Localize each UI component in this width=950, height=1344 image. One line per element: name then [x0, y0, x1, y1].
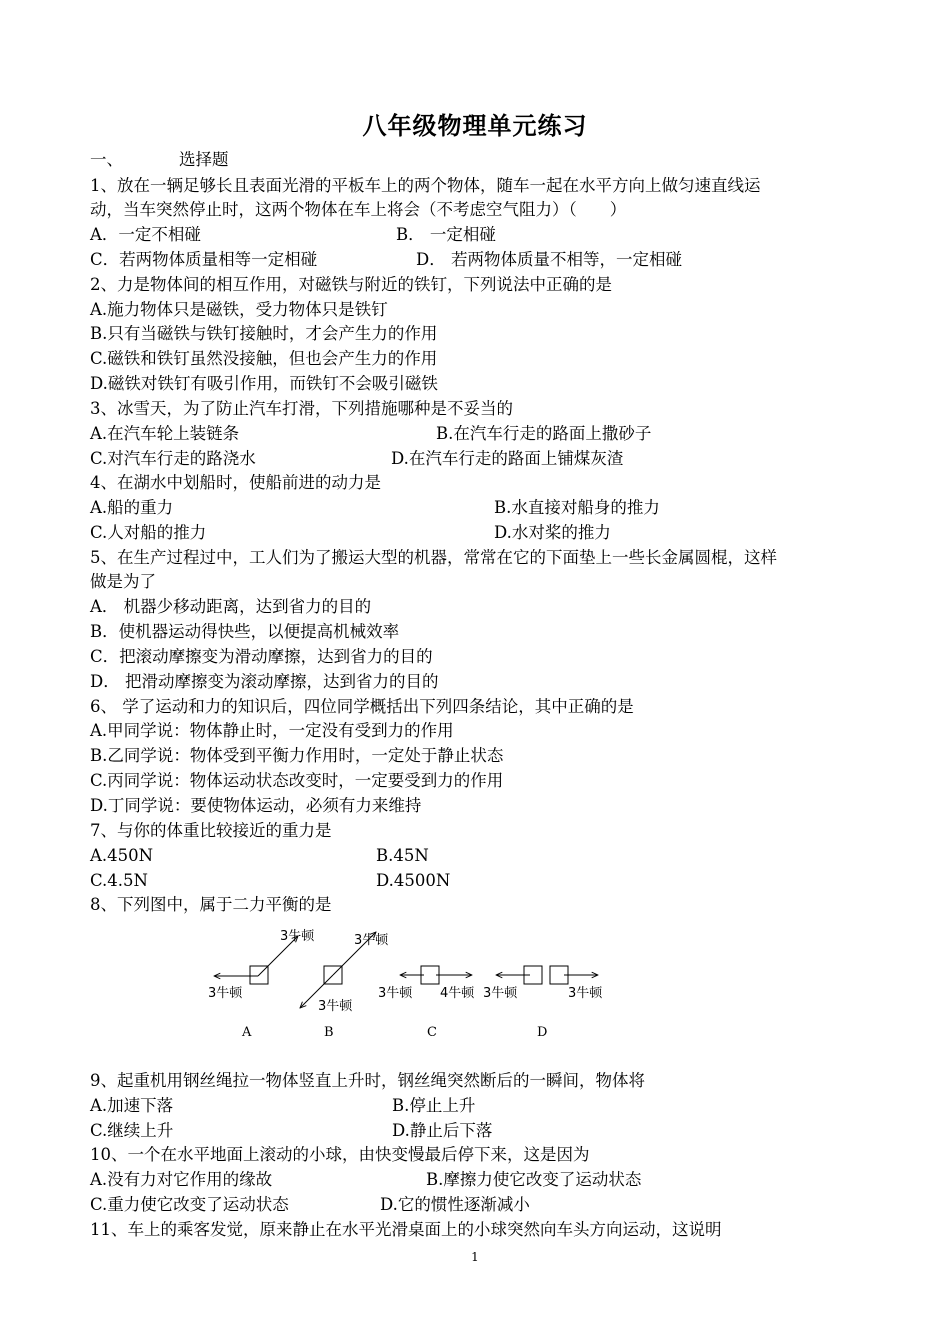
- fig-b-label: B: [324, 1025, 334, 1040]
- q5-option-c: C．把滚动摩擦变为滑动摩擦，达到省力的目的: [90, 647, 433, 666]
- fig-a-force2-label: 3牛顿: [208, 986, 243, 1001]
- q4-stem: 4、在湖水中划船时，使船前进的动力是: [90, 473, 381, 492]
- q10-option-c: C.重力使它改变了运动状态: [90, 1195, 289, 1214]
- q2-option-c: C.磁铁和铁钉虽然没接触，但也会产生力的作用: [90, 349, 438, 368]
- q3-option-a: A.在汽车轮上装链条: [90, 424, 240, 443]
- q4-option-c: C.人对船的推力: [90, 523, 207, 542]
- force-diagram-figure: [200, 922, 620, 1050]
- q1-option-c: C．若两物体质量相等一定相碰: [90, 250, 318, 269]
- q3-options-row1: [90, 421, 880, 446]
- fig-c-label: C: [427, 1025, 437, 1040]
- fig-d-force1-label: 3牛顿: [483, 986, 518, 1001]
- q9-options-row1: [90, 1093, 880, 1118]
- q3-stem: 3、冰雪天，为了防止汽车打滑，下列措施哪种是不妥当的: [90, 399, 513, 418]
- q6-option-c: C.丙同学说：物体运动状态改变时，一定要受到力的作用: [90, 771, 504, 790]
- q4-option-b: B.水直接对船身的推力: [494, 498, 660, 517]
- q5-option-d: D． 把滑动摩擦变为滚动摩擦，达到省力的目的: [90, 672, 439, 691]
- q6-stem: 6、 学了运动和力的知识后，四位同学概括出下列四条结论，其中正确的是: [90, 697, 634, 716]
- q1-stem-line1: 1、放在一辆足够长且表面光滑的平板车上的两个物体，随车一起在水平方向上做匀速直线运: [90, 176, 761, 195]
- q7-stem: 7、与你的体重比较接近的重力是: [90, 821, 332, 840]
- page-number: 1: [471, 1250, 479, 1264]
- fig-b-force2-label: 3牛顿: [318, 999, 353, 1014]
- fig-d-label: D: [537, 1025, 548, 1040]
- q1-option-b: B． 一定相碰: [396, 225, 496, 244]
- q4-option-d: D.水对桨的推力: [494, 523, 611, 542]
- q7-option-a: A.450N: [90, 846, 154, 865]
- fig-a-label: A: [242, 1025, 252, 1040]
- q7-options-row2: [90, 868, 880, 893]
- q6-option-d: D.丁同学说：要使物体运动，必须有力来维持: [90, 796, 422, 815]
- q10-options-row1: [90, 1167, 880, 1192]
- q7-option-b: B.45N: [376, 846, 429, 865]
- page-title: 八年级物理单元练习: [362, 112, 588, 140]
- q9-option-a: A.加速下落: [90, 1096, 174, 1115]
- q7-option-c: C.4.5N: [90, 871, 148, 890]
- section-number: 一、: [90, 150, 123, 169]
- q1-options-row2: [90, 247, 880, 272]
- q4-options-row2: [90, 520, 880, 545]
- q5-option-a: A． 机器少移动距离，达到省力的目的: [90, 597, 372, 616]
- q9-option-b: B.停止上升: [392, 1096, 476, 1115]
- section-heading: [90, 147, 880, 172]
- q9-option-c: C.继续上升: [90, 1121, 174, 1140]
- q3-option-d: D.在汽车行走的路面上铺煤灰渣: [391, 449, 624, 468]
- q3-option-c: C.对汽车行走的路浇水: [90, 449, 256, 468]
- q2-stem: 2、力是物体间的相互作用，对磁铁与附近的铁钉，下列说法中正确的是: [90, 275, 612, 294]
- q10-option-b: B.摩擦力使它改变了运动状态: [426, 1170, 642, 1189]
- q4-option-a: A.船的重力: [90, 498, 174, 517]
- q1-options-row1: [90, 222, 880, 247]
- q9-options-row2: [90, 1118, 880, 1143]
- q1-stem-line2: 动，当车突然停止时，这两个物体在车上将会（不考虑空气阻力）（ ）: [90, 200, 627, 219]
- q6-option-a: A.甲同学说：物体静止时，一定没有受到力的作用: [90, 721, 454, 740]
- q5-stem-line1: 5、在生产过程过中，工人们为了搬运大型的机器，常常在它的下面垫上一些长金属圆棍，这样: [90, 548, 777, 567]
- section-title: 选择题: [179, 150, 229, 169]
- q10-stem: 10、一个在水平地面上滚动的小球，由快变慢最后停下来，这是因为: [90, 1145, 590, 1164]
- q10-options-row2: [90, 1192, 880, 1217]
- fig-d-force2-label: 3牛顿: [568, 986, 603, 1001]
- fig-c-force2-label: 4牛顿: [440, 986, 475, 1001]
- q6-option-b: B.乙同学说：物体受到平衡力作用时，一定处于静止状态: [90, 746, 504, 765]
- q8-stem: 8、下列图中，属于二力平衡的是: [90, 895, 332, 914]
- q9-stem: 9、起重机用钢丝绳拉一物体竖直上升时，钢丝绳突然断后的一瞬间，物体将: [90, 1071, 645, 1090]
- q2-option-b: B.只有当磁铁与铁钉接触时，才会产生力的作用: [90, 324, 438, 343]
- q7-options-row1: [90, 843, 880, 868]
- q10-option-a: A.没有力对它作用的缘故: [90, 1170, 273, 1189]
- force-diagram-svg: [200, 922, 620, 1050]
- q11-stem: 11、车上的乘客发觉，原来静止在水平光滑桌面上的小球突然向车头方向运动，这说明: [90, 1220, 722, 1239]
- q5-option-b: B．使机器运动得快些，以便提高机械效率: [90, 622, 400, 641]
- q2-option-a: A.施力物体只是磁铁，受力物体只是铁钉: [90, 300, 388, 319]
- q1-option-d: D． 若两物体质量不相等，一定相碰: [416, 250, 682, 269]
- fig-b-force1-label: 3牛顿: [354, 933, 389, 948]
- q5-stem-line2: 做是为了: [90, 572, 156, 591]
- q10-option-d: D.它的惯性逐渐减小: [380, 1195, 530, 1214]
- q3-options-row2: [90, 446, 880, 471]
- q7-option-d: D.4500N: [376, 871, 451, 890]
- q4-options-row1: [90, 495, 880, 520]
- q2-option-d: D.磁铁对铁钉有吸引作用，而铁钉不会吸引磁铁: [90, 374, 438, 393]
- q9-option-d: D.静止后下落: [392, 1121, 493, 1140]
- fig-c-force1-label: 3牛顿: [378, 986, 413, 1001]
- q1-option-a: A．一定不相碰: [90, 225, 201, 244]
- q3-option-b: B.在汽车行走的路面上撒砂子: [436, 424, 652, 443]
- fig-a-force1-label: 3牛顿: [280, 929, 315, 944]
